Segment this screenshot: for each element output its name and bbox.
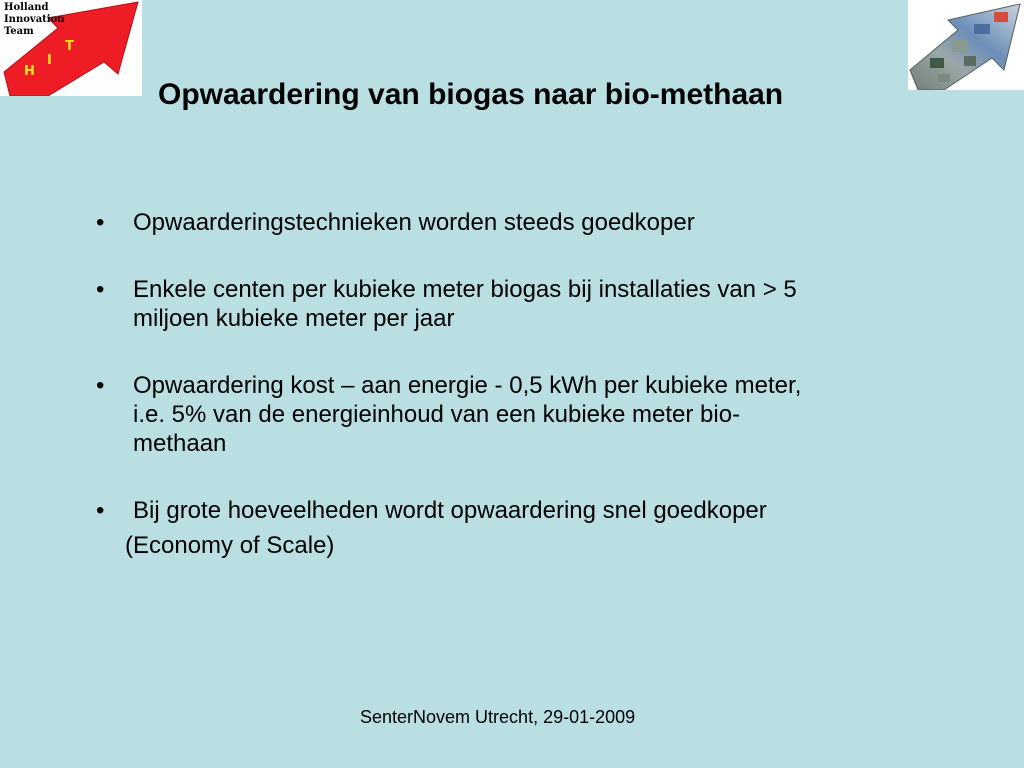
bullet-marker: • bbox=[96, 276, 105, 303]
photo-collage-image bbox=[908, 0, 1024, 90]
bullet-line: Bij grote hoeveelheden wordt opwaardering snel goedkoper bbox=[133, 497, 767, 524]
logo-line-1: Holland bbox=[4, 2, 49, 13]
bullet-marker: • bbox=[96, 372, 105, 399]
bullet-marker: • bbox=[96, 497, 105, 524]
slide-title-text: Opwaardering van biogas naar bio-methaan bbox=[158, 78, 784, 111]
bullet-line: i.e. 5% van de energieinhoud van een kubieke meter bio- bbox=[133, 401, 741, 428]
logo-letter-i: I bbox=[47, 53, 52, 68]
logo-line-3: Team bbox=[4, 26, 34, 37]
bullet-item bbox=[96, 275, 936, 333]
logo-wordmark bbox=[4, 2, 65, 38]
bullet-line: Opwaardering kost – aan energie - 0,5 kWh per kubieke meter, bbox=[133, 372, 802, 399]
holland-innovation-team-logo bbox=[0, 0, 142, 96]
bullet-line: Opwaarderingstechnieken worden steeds goedkoper bbox=[133, 209, 695, 236]
logo-letter-h: H bbox=[24, 64, 35, 79]
logo-line-2: Innovation bbox=[4, 14, 65, 25]
bullet-list bbox=[96, 208, 936, 525]
bullet-line: methaan bbox=[133, 430, 227, 457]
bullet-line: Enkele centen per kubieke meter biogas bij installaties van > 5 bbox=[133, 276, 797, 303]
bullet-marker: • bbox=[96, 209, 105, 236]
bullet-item bbox=[96, 496, 936, 525]
logo-letter-t: T bbox=[65, 39, 74, 54]
bullet-line: miljoen kubieke meter per jaar bbox=[133, 305, 455, 332]
bullet-item bbox=[96, 371, 936, 458]
photo-collage-arrow-icon bbox=[908, 0, 1024, 90]
economy-of-scale-note: (Economy of Scale) bbox=[125, 532, 335, 559]
bullet-item bbox=[96, 208, 936, 237]
footer-text: SenterNovem Utrecht, 29-01-2009 bbox=[360, 707, 636, 727]
